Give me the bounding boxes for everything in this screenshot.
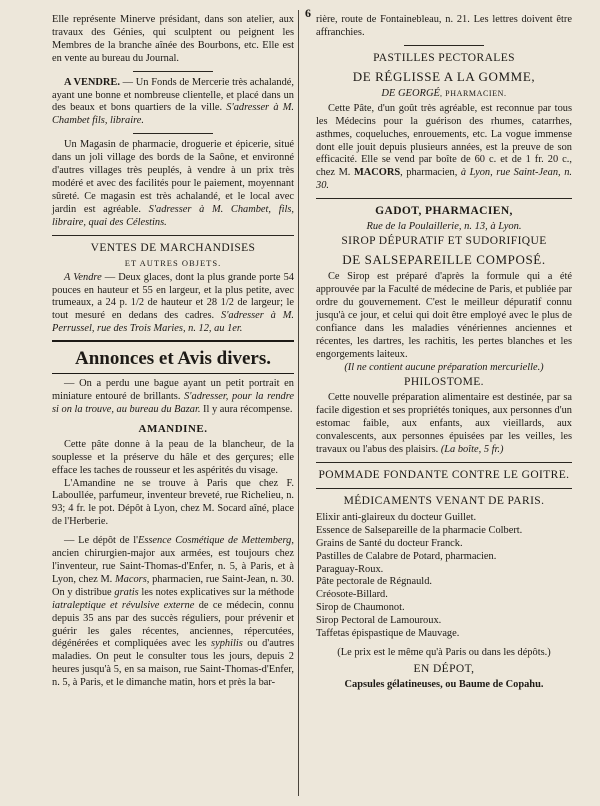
- list-item: Essence de Salsepareille de la pharmacie Colbert.: [316, 524, 523, 536]
- bague-text: — On a perdu une bague ayant un petit portrait en miniature entouré de brillants.: [52, 378, 294, 403]
- separator: [316, 198, 572, 199]
- essence-notice: [52, 535, 294, 690]
- separator: [316, 462, 572, 463]
- gratis-word: gratis: [114, 586, 139, 598]
- page-number: 6: [305, 6, 311, 20]
- methode-name: iatraleptique et révulsive externe: [52, 599, 195, 611]
- amandine-availability: L'Amandine ne se trouve à Paris que chez F. Laboullée, parfumeur, inventeur breveté, rue Richelieu, n. 93; 4 fr. le pot. Dépôt à Lyon, chez M. Socard aîné, place de l'Herberie.: [52, 477, 294, 528]
- philostome-description: [316, 392, 572, 457]
- pharmacie-notice: [52, 139, 294, 229]
- mercerie-address: S'adresser à M. Chambet fils, libraire.: [52, 102, 294, 127]
- essence-text: , pharmacien, rue Saint-Jean, n. 30. On y distribue: [52, 573, 294, 598]
- capsules-line: Capsules gélatineuses, ou Baume de Copahu.: [344, 678, 544, 690]
- pharmacie-address: S'adresser à M. Chambet, fils, libraire, quai des Célestins.: [52, 203, 295, 228]
- list-item: Grains de Santé du docteur Franck.: [316, 537, 463, 549]
- lettres-paragraph: rière, route de Fontainebleau, n. 21. Les lettres doivent être affranchies.: [316, 14, 572, 38]
- ventes-heading: VENTES DE MARCHANDISES: [90, 241, 256, 254]
- separator: [316, 488, 572, 489]
- pommade-heading: POMMADE FONDANTE CONTRE LE GOITRE.: [318, 468, 570, 481]
- separator: [133, 71, 213, 72]
- syphilis-word: syphilis: [211, 638, 243, 650]
- philostome-price: (La boîte, 5 fr.): [440, 444, 504, 456]
- separator: [133, 133, 213, 134]
- right-column: [316, 14, 572, 692]
- column-divider: [298, 10, 299, 796]
- list-item: Pâte pectorale de Régnauld.: [316, 576, 432, 588]
- separator: [52, 235, 294, 236]
- pate-text: , pharmacien,: [400, 167, 461, 179]
- list-item: Pastilles de Calabre de Potard, pharmacien.: [316, 550, 497, 562]
- essence-text: , ancien chirurgien-major aux armées, est toujours chez l'inventeur, rue Saint-Thomas-d'Enfer, n. 5, à Paris, et à Lyon, chez M.: [52, 535, 294, 585]
- sirop-description: Ce Sirop est préparé d'après la formule qui a été approuvée par la Faculté de médecine de Paris, et publiée par ordre du gouvernement. C'est le meilleur dépuratif connu jusqu'à ce jour, et celui qui doit être employé avec le plus de confiance dans les maladies vénériennes anciennes et récentes, les dartres, les rachitis, les pertes blanches et les engorgements laiteux.: [316, 271, 572, 360]
- essence-text: de ce médecin, connu depuis 35 ans par des succès réguliers, pour prévenir et guérir les gales récentes, anciennes, répercutées, dégénérées et compliquées avec les: [52, 599, 295, 650]
- bague-address: S'adresser, pour la rendre si on la trouve, au bureau du Bazar.: [52, 391, 294, 415]
- pate-address: à Lyon, rue Saint-Jean, n. 30.: [316, 167, 572, 192]
- pharmacie-text: Un Magasin de pharmacie, droguerie et épicerie, situé dans un joli village des bords de la Saône, et environné d'autres villages très peuplés, à vendre à un prix très modéré et avec des facilités pour le paiement, moyennant sûreté. Ce magasin est très achalandé, et le local avec jardin est agréable.: [52, 139, 294, 215]
- list-item: Sirop Pectoral de Lamouroux.: [316, 615, 442, 627]
- essence-text: ou d'autres maladies. On peut le consulter tous les jours, depuis 2 heures jusqu'à 5, en sa maison, rue Saint-Thomas-d'Enfer, n. 5, à Paris, et le dimanche matin, hors et près la bar-: [52, 638, 294, 689]
- pastilles-heading: PASTILLES PECTORALES: [373, 51, 515, 64]
- macors-name: MACORS: [353, 167, 401, 179]
- sirop-note: (Il ne contient aucune préparation mercurielle.): [344, 361, 544, 373]
- mercerie-text: — Un Fonds de Mercerie très achalandé, ayant une bonne et nombreuse clientelle, et placé dans un des beaux et bons quartiers de la ville.: [52, 76, 294, 114]
- pate-notice: [316, 103, 572, 193]
- left-column: [52, 14, 294, 690]
- macors-name: Macors: [115, 573, 147, 585]
- minerve-paragraph: Elle représente Minerve présidant, dans son atelier, aux travaux des Génies, qui sculptent ou peignent les Membres de la branche aînée des Bourbons, etc. Elle est en vente au bureau du Journal.: [52, 14, 294, 64]
- en-depot-heading: EN DÉPOT,: [413, 662, 475, 675]
- george-name: DE GEORGÉ: [381, 87, 440, 99]
- list-item: Paraguay-Roux.: [316, 563, 384, 575]
- list-item: Sirop de Chaumonot.: [316, 602, 405, 614]
- separator: [404, 45, 484, 46]
- gadot-heading: GADOT, PHARMACIEN,: [375, 205, 513, 218]
- list-item: Taffetas épispastique de Mauvage.: [316, 628, 460, 640]
- gadot-address: Rue de la Poulaillerie, n. 13, à Lyon.: [366, 221, 522, 233]
- medicaments-list: [316, 512, 572, 641]
- list-item: Elixir anti-glaireux du docteur Guillet.: [316, 511, 477, 523]
- amandine-description: Cette pâte donne à la peau de la blancheur, de la souplesse et la préserve du hâle et des gerçures; elle efface les taches de rousseur et les aspérités du visage.: [52, 438, 294, 476]
- salsepareille-heading: DE SALSEPAREILLE COMPOSÉ.: [342, 252, 546, 268]
- essence-text: les notes explicatives sur la méthode: [138, 586, 294, 598]
- glaces-notice: [52, 272, 294, 337]
- bague-notice: [52, 378, 294, 417]
- prix-note: (Le prix est le même qu'à Paris ou dans les dépôts.): [337, 647, 551, 658]
- list-item: Créosote-Billard.: [316, 589, 388, 601]
- a-vendre-lead: A Vendre: [64, 271, 102, 283]
- amandine-heading: AMANDINE.: [138, 422, 208, 435]
- glaces-address: S'adresser à M. Perrussel, rue des Trois Maries, n. 12, au 1er.: [52, 310, 294, 335]
- reglisse-heading: DE RÉGLISSE A LA GOMME,: [352, 68, 536, 84]
- medicaments-heading: MÉDICAMENTS VENANT DE PARIS.: [343, 494, 545, 507]
- george-credit: [316, 88, 572, 99]
- a-vendre-label: A VENDRE.: [64, 76, 120, 88]
- essence-name: Essence Cosmétique de Mettemberg: [137, 535, 292, 547]
- ventes-subheading: ET AUTRES OBJETS.: [124, 257, 222, 268]
- annonces-title: Annonces et Avis divers.: [52, 340, 294, 374]
- sirop-heading: SIROP DÉPURATIF ET SUDORIFIQUE: [341, 235, 547, 248]
- philostome-text: Cette nouvelle préparation alimentaire est destinée, par sa facile digestion et ses propriétés toniques, aux personnes d'un estomac faible, aux enfants, aux vieillards, aux convalescents, aux personnes épuisées par les veilles, les travaux ou l'abus des plaisirs.: [316, 392, 572, 456]
- pharmacien-label: , PHARMACIEN.: [439, 88, 507, 98]
- pate-text: Cette Pâte, d'un goût très agréable, est reconnue par tous les Médecins pour la guérison des rhumes, catarrhes, asthmes, coqueluches, enrouements, etc. La vogue immense dont elle jouit depuis plusieurs années, est la preuve de son efficacité. Elle se vend par boîte de 60 c. et de 1 fr. 20 c., chez M.: [316, 102, 572, 179]
- essence-text: — Le dépôt de l': [64, 535, 138, 547]
- glaces-text: — Deux glaces, dont la plus grande porte 54 pouces en hauteur et 55 en largeur, et la plus petite, avec trumeaux, a 24 p. 1/2 de hauteur et 28 1/2 de largeur; le tout mesuré en dedans des cadres.: [52, 271, 294, 322]
- bague-reward: Il y aura récompense.: [200, 403, 293, 415]
- mercerie-notice: [52, 77, 294, 129]
- philostome-heading: PHILOSTOME.: [404, 376, 484, 389]
